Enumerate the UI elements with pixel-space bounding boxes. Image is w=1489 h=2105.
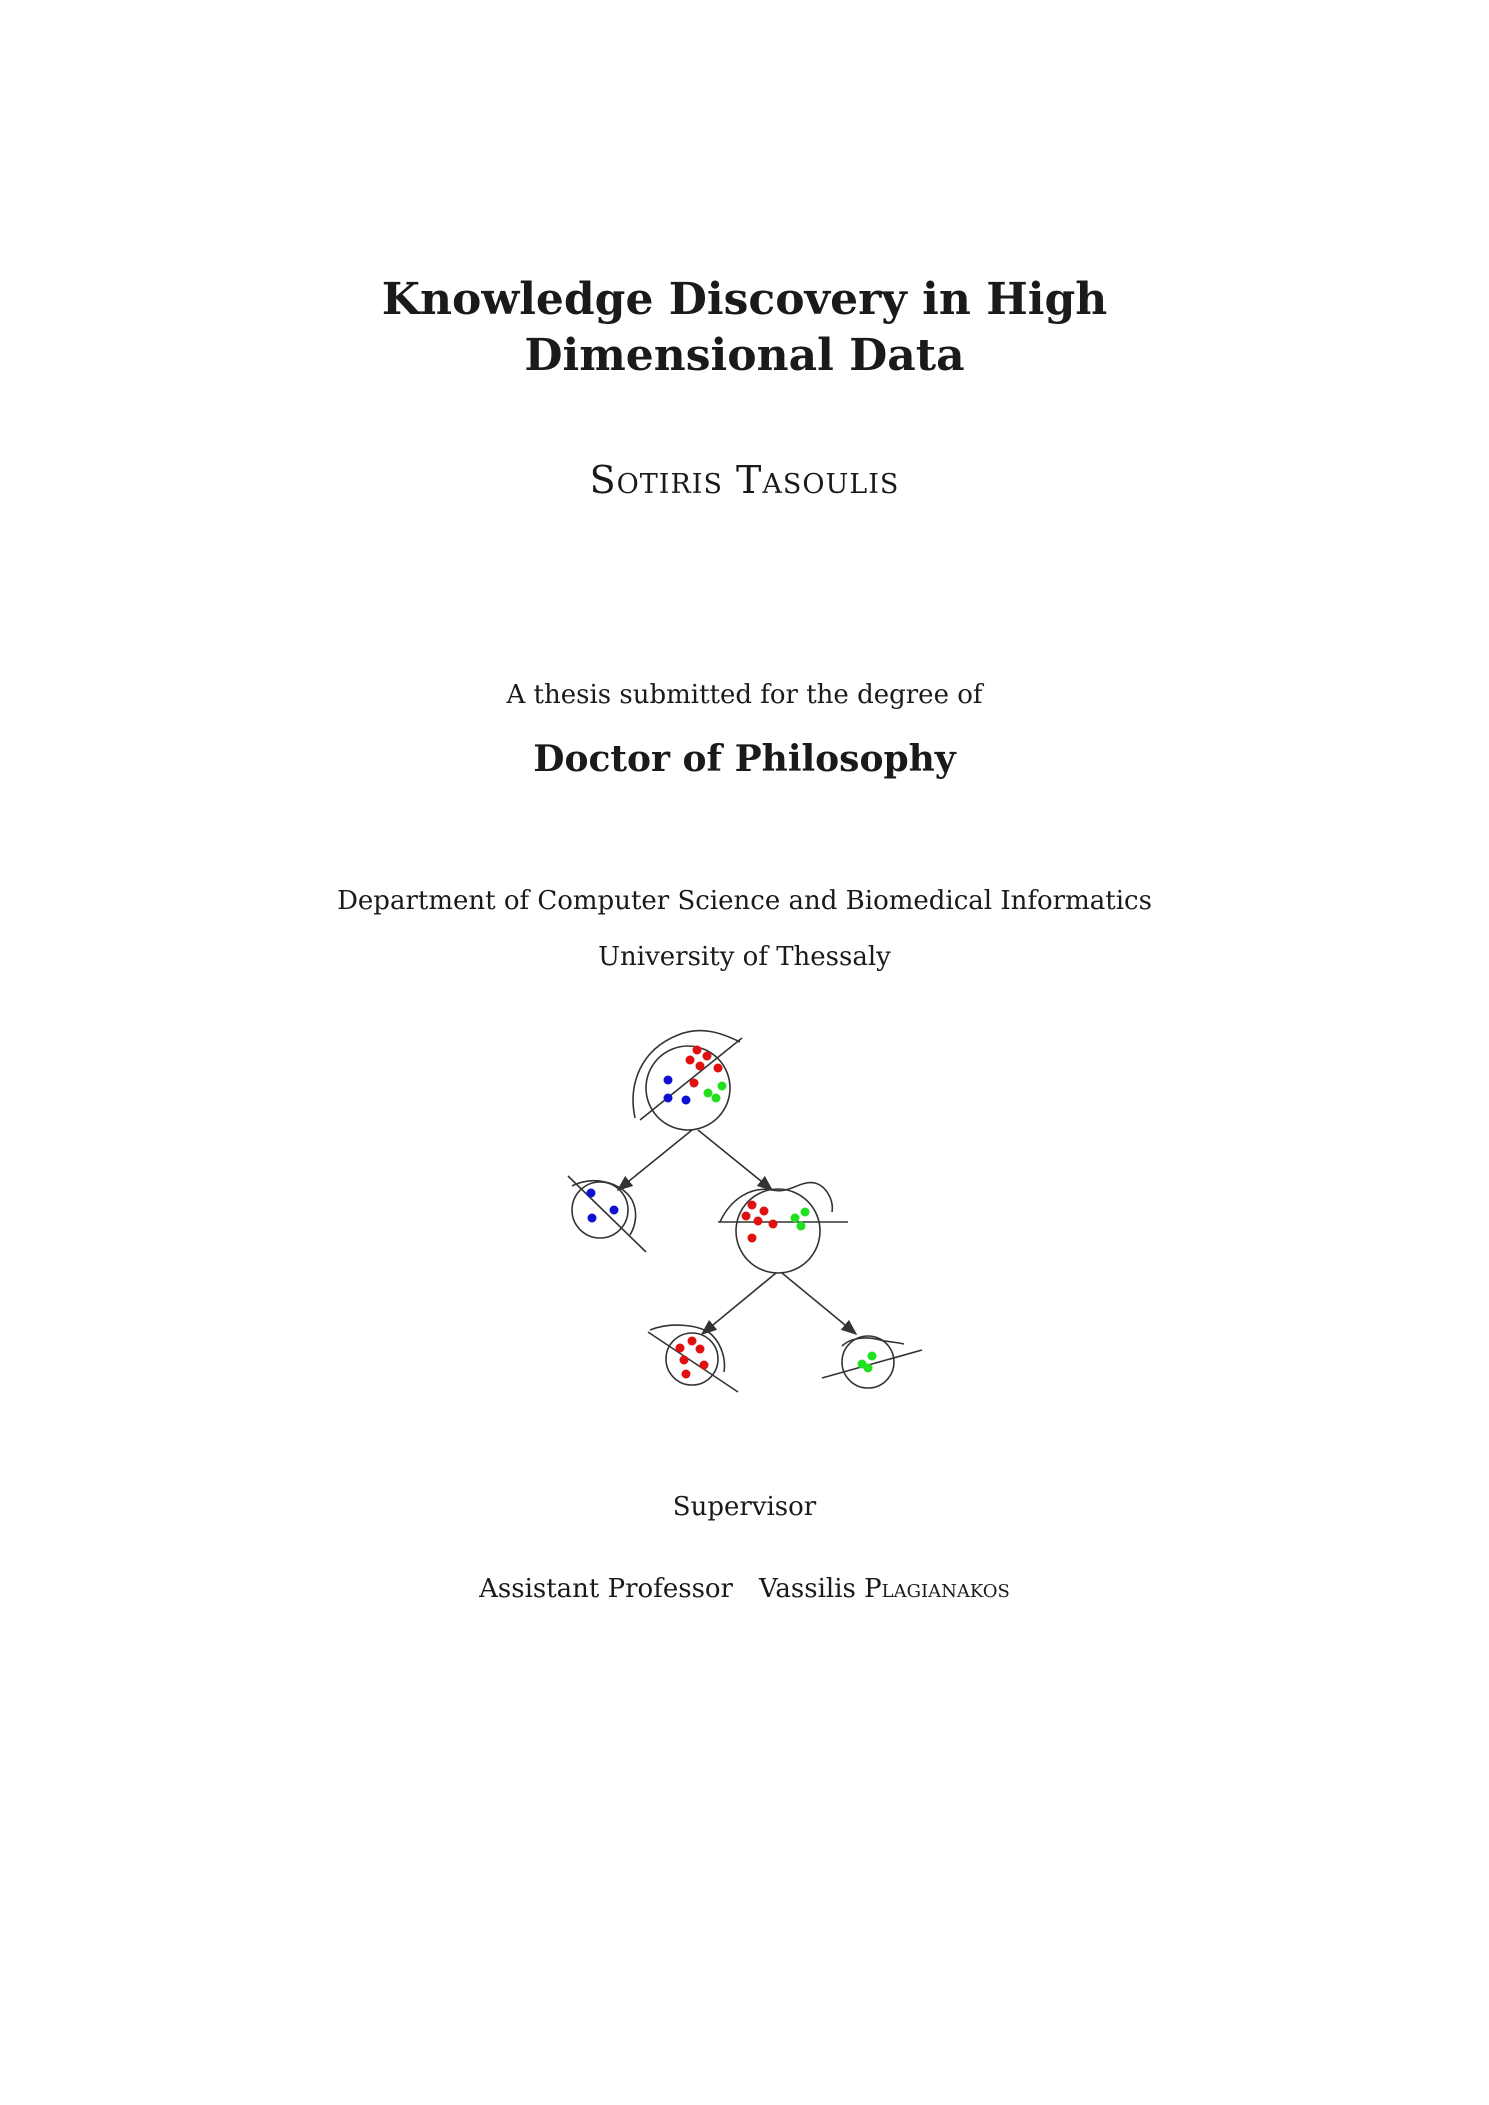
green-data-point <box>704 1089 713 1098</box>
supervisor-label: Supervisor <box>672 1492 817 1522</box>
blue-data-point <box>682 1096 691 1105</box>
author-name: Sotiris Tasoulis <box>589 458 900 502</box>
green-data-point <box>864 1364 873 1373</box>
internal-cluster-node <box>736 1189 820 1273</box>
red-data-point <box>714 1064 723 1073</box>
red-data-point <box>769 1220 778 1229</box>
green-data-point <box>718 1082 727 1091</box>
red-data-point <box>748 1201 757 1210</box>
red-data-point <box>686 1056 695 1065</box>
red-data-point <box>754 1217 763 1226</box>
supervisor-surname: Plagianakos <box>864 1574 1010 1604</box>
red-data-point <box>700 1361 709 1370</box>
thesis-title-line-2: Dimensional Data <box>524 330 965 381</box>
university-name: University of Thessaly <box>598 942 891 972</box>
green-leaf-node <box>842 1336 894 1388</box>
blue-leaf-node <box>572 1182 628 1238</box>
red-data-point <box>693 1046 702 1055</box>
green-data-point <box>868 1352 877 1361</box>
blue-data-point <box>664 1076 673 1085</box>
supervisor-first-name: Vassilis <box>759 1574 856 1604</box>
green-data-point <box>712 1094 721 1103</box>
green-data-point <box>797 1222 806 1231</box>
edge-root-left <box>618 1130 692 1190</box>
green-data-point <box>801 1208 810 1217</box>
red-data-point <box>696 1345 705 1354</box>
supervisor-title: Assistant Professor <box>479 1574 733 1604</box>
red-data-point <box>688 1337 697 1346</box>
red-data-point <box>696 1062 705 1071</box>
blue-data-point <box>587 1189 596 1198</box>
thesis-title-line-1: Knowledge Discovery in High <box>381 274 1108 325</box>
red-data-point <box>680 1356 689 1365</box>
red-data-point <box>682 1370 691 1379</box>
department-name: Department of Computer Science and Biomedical Informatics <box>337 886 1152 916</box>
edge-root-right <box>698 1130 772 1190</box>
blue-data-point <box>664 1094 673 1103</box>
red-data-point <box>690 1079 699 1088</box>
degree-name: Doctor of Philosophy <box>533 738 956 780</box>
edge-internal-right <box>782 1273 856 1334</box>
red-data-point <box>748 1234 757 1243</box>
red-density-curve <box>650 1325 725 1372</box>
root-split-line <box>640 1038 742 1120</box>
blue-split-line <box>568 1176 646 1252</box>
red-data-point <box>742 1212 751 1221</box>
red-data-point <box>703 1052 712 1061</box>
blue-data-point <box>610 1206 619 1215</box>
green-data-point <box>791 1214 800 1223</box>
red-data-point <box>760 1207 769 1216</box>
red-data-point <box>676 1344 685 1353</box>
edge-internal-left <box>702 1273 776 1334</box>
supervisor-name-line <box>0 1574 1489 1604</box>
blue-data-point <box>588 1214 597 1223</box>
submission-statement: A thesis submitted for the degree of <box>506 680 983 710</box>
